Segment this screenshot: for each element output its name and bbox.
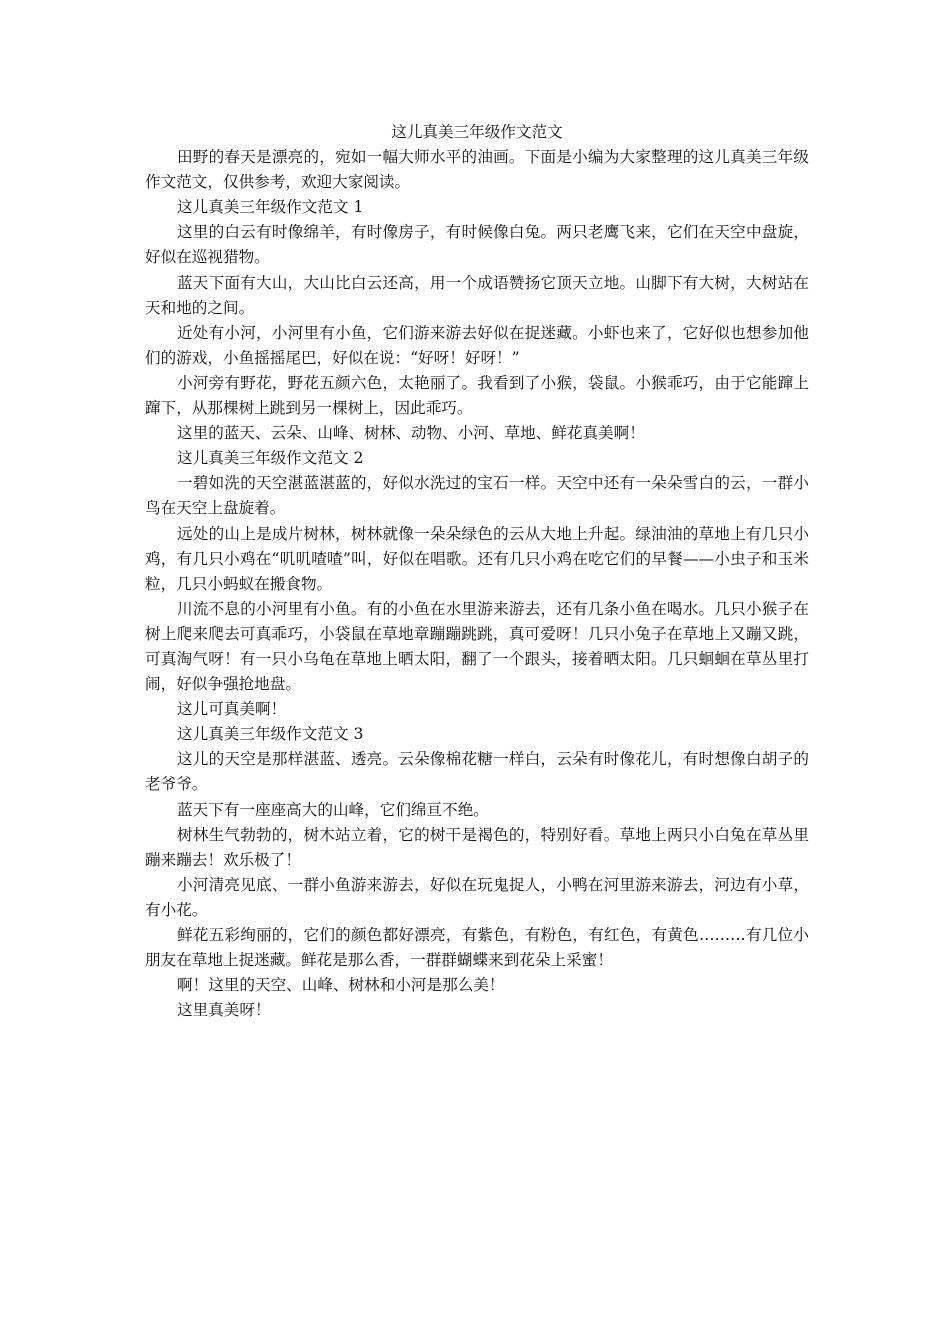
paragraph: 一碧如洗的天空湛蓝湛蓝的，好似水洗过的宝石一样。天空中还有一朵朵雪白的云，一群小鸟在天空上盘旋着。 [145, 474, 809, 518]
paragraph: 这里的白云有时像绵羊，有时像房子，有时候像白兔。两只老鹰飞来，它们在天空中盘旋，好似在巡视猎物。 [145, 223, 809, 267]
paragraph: 近处有小河，小河里有小鱼，它们游来游去好似在捉迷藏。小虾也来了，它好似也想参加他们的游戏，小鱼摇摇尾巴，好似在说：“好呀！好呀！” [145, 323, 809, 367]
document-body [145, 120, 809, 1023]
section-heading-3: 这儿真美三年级作文范文 3 [177, 725, 364, 744]
paragraph: 这儿的天空是那样湛蓝、透亮。云朵像棉花糖一样白，云朵有时像花儿，有时想像白胡子的老爷爷。 [145, 750, 809, 794]
paragraph: 鲜花五彩绚丽的，它们的颜色都好漂亮，有紫色，有粉色，有红色，有黄色………有几位小朋友在草地上捉迷藏。鲜花是那么香，一群群蝴蝶来到花朵上采蜜！ [145, 926, 809, 970]
paragraph: 这儿可真美啊！ [177, 700, 287, 719]
paragraph: 这里的蓝天、云朵、山峰、树林、动物、小河、草地、鲜花真美啊！ [177, 424, 645, 443]
paragraph: 蓝天下有一座座高大的山峰，它们绵亘不绝。 [177, 800, 489, 819]
paragraph: 小河旁有野花，野花五颜六色，太艳丽了。我看到了小猴，袋鼠。小猴乖巧，由于它能蹿上蹿下，从那棵树上跳到另一棵树上，因此乖巧。 [145, 373, 809, 418]
paragraph: 小河清亮见底、一群小鱼游来游去，好似在玩鬼捉人，小鸭在河里游来游去，河边有小草，有小花。 [145, 875, 809, 919]
paragraph: 啊！这里的天空、山峰、树林和小河是那么美！ [177, 976, 505, 995]
document-title: 这儿真美三年级作文范文 [391, 123, 563, 141]
paragraph: 远处的山上是成片树林，树林就像一朵朵绿色的云从大地上升起。绿油油的草地上有几只小鸡，有几只小鸡在“叽叽喳喳”叫，好似在唱歌。还有几只小鸡在吃它们的早餐——小虫子和玉米粒，几只小蚂蚁在搬食物。 [145, 524, 809, 593]
section-heading-1: 这儿真美三年级作文范文 1 [177, 198, 364, 217]
paragraph: 川流不息的小河里有小鱼。有的小鱼在水里游来游去，还有几条小鱼在喝水。几只小猴子在树上爬来爬去可真乖巧，小袋鼠在草地章蹦蹦跳跳，真可爱呀！几只小兔子在草地上又蹦又跳，可真淘气呀！有一只小乌龟在草地上晒太阳，翻了一个跟头，接着晒太阳。几只蛔蛔在草丛里打闹，好似争强抢地盘。 [145, 599, 809, 694]
section-heading-2: 这儿真美三年级作文范文 2 [177, 449, 364, 468]
intro-paragraph: 田野的春天是漂亮的，宛如一幅大师水平的油画。下面是小编为大家整理的这儿真美三年级作文范文，仅供参考，欢迎大家阅读。 [145, 148, 809, 192]
closing-paragraph: 这里真美呀！ [177, 1001, 271, 1020]
paragraph: 树林生气勃勃的，树木站立着，它的树干是褐色的，特别好看。草地上两只小白兔在草丛里蹦来蹦去！欢乐极了！ [145, 825, 809, 869]
paragraph: 蓝天下面有大山，大山比白云还高，用一个成语赞扬它顶天立地。山脚下有大树，大树站在天和地的之间。 [145, 273, 809, 317]
